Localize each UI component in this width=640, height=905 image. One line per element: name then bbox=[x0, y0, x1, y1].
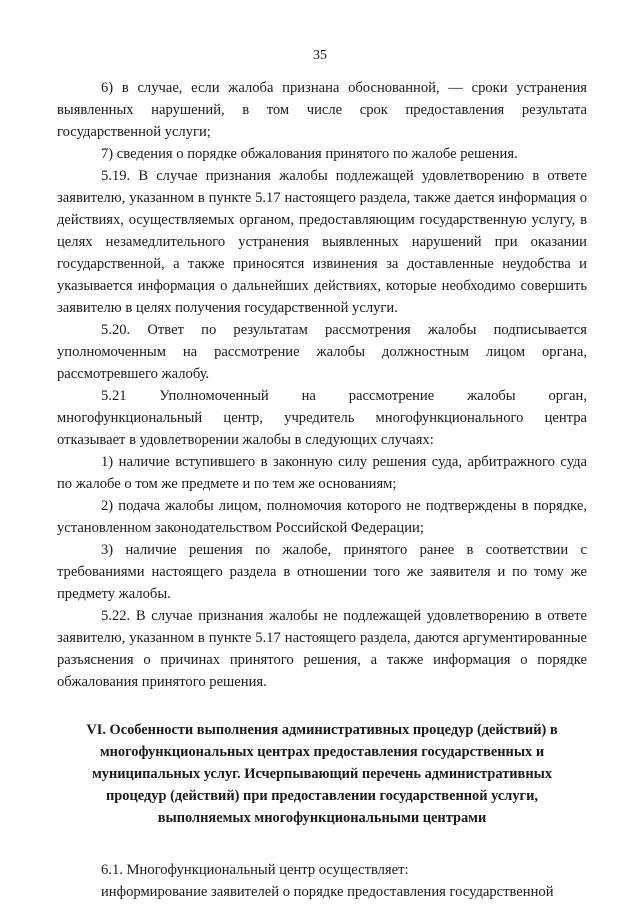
paragraph-informing: информирование заявителей о порядке предоставления государственной bbox=[101, 884, 554, 900]
paragraph-appeal-procedure: 7) сведения о порядке обжалования принятого по жалобе решения. bbox=[101, 146, 518, 162]
paragraph-5-21: 5.21 Уполномоченный на рассмотрение жалобы орган, многофункциональный центр, учредитель многофункционального центра отказывает в удовлетворении жалобы в следующих случаях: bbox=[57, 388, 587, 448]
document-body bbox=[57, 77, 587, 903]
list-item-prior-decision: 3) наличие решения по жалобе, принятого ранее в соответствии с требованиями настоящего раздела в отношении того же заявителя и по тому же предмету жалобы. bbox=[57, 542, 587, 602]
paragraph-6-1: 6.1. Многофункциональный центр осуществляет: bbox=[101, 862, 409, 878]
section-heading: VI. Особенности выполнения административных процедур (действий) в многофункциональных центрах предоставления государственных и муниципальных услуг. Исчерпывающий перечень административных процедур (действий) при предоставлении государственной услуги, выполняемых многофункциональными центрами bbox=[86, 722, 558, 826]
paragraph-5-22: 5.22. В случае признания жалобы не подлежащей удовлетворению в ответе заявителю, указанном в пункте 5.17 настоящего раздела, даются аргументированные разъяснения о причинах принятого решения, а также информация о порядке обжалования принятого решения. bbox=[57, 608, 587, 690]
list-item-court-decision: 1) наличие вступившего в законную силу решения суда, арбитражного суда по жалобе о том же предмете и по тем же основаниям; bbox=[57, 454, 587, 492]
paragraph-complaint-justified: 6) в случае, если жалоба признана обоснованной, — сроки устранения выявленных нарушений, в том числе срок предоставления результата государственной услуги; bbox=[57, 80, 587, 140]
paragraph-5-19: 5.19. В случае признания жалобы подлежащей удовлетворению в ответе заявителю, указанном в пункте 5.17 настоящего раздела, также дается информация о действиях, осуществляемых органом, предоставляющим государственную услугу, в целях незамедлительного устранения выявленных нарушений при оказании государственной, а также приносятся извинения за доставленные неудобства и указывается информация о дальнейших действиях, которые необходимо совершить заявителю в целях получения государственной услуги. bbox=[57, 168, 587, 316]
page-number: 35 bbox=[313, 48, 327, 63]
paragraph-5-20: 5.20. Ответ по результатам рассмотрения жалобы подписывается уполномоченным на рассмотрение жалобы должностным лицом органа, рассмотревшего жалобу. bbox=[57, 322, 587, 382]
list-item-unconfirmed-authority: 2) подача жалобы лицом, полномочия которого не подтверждены в порядке, установленном законодательством Российской Федерации; bbox=[57, 498, 587, 536]
